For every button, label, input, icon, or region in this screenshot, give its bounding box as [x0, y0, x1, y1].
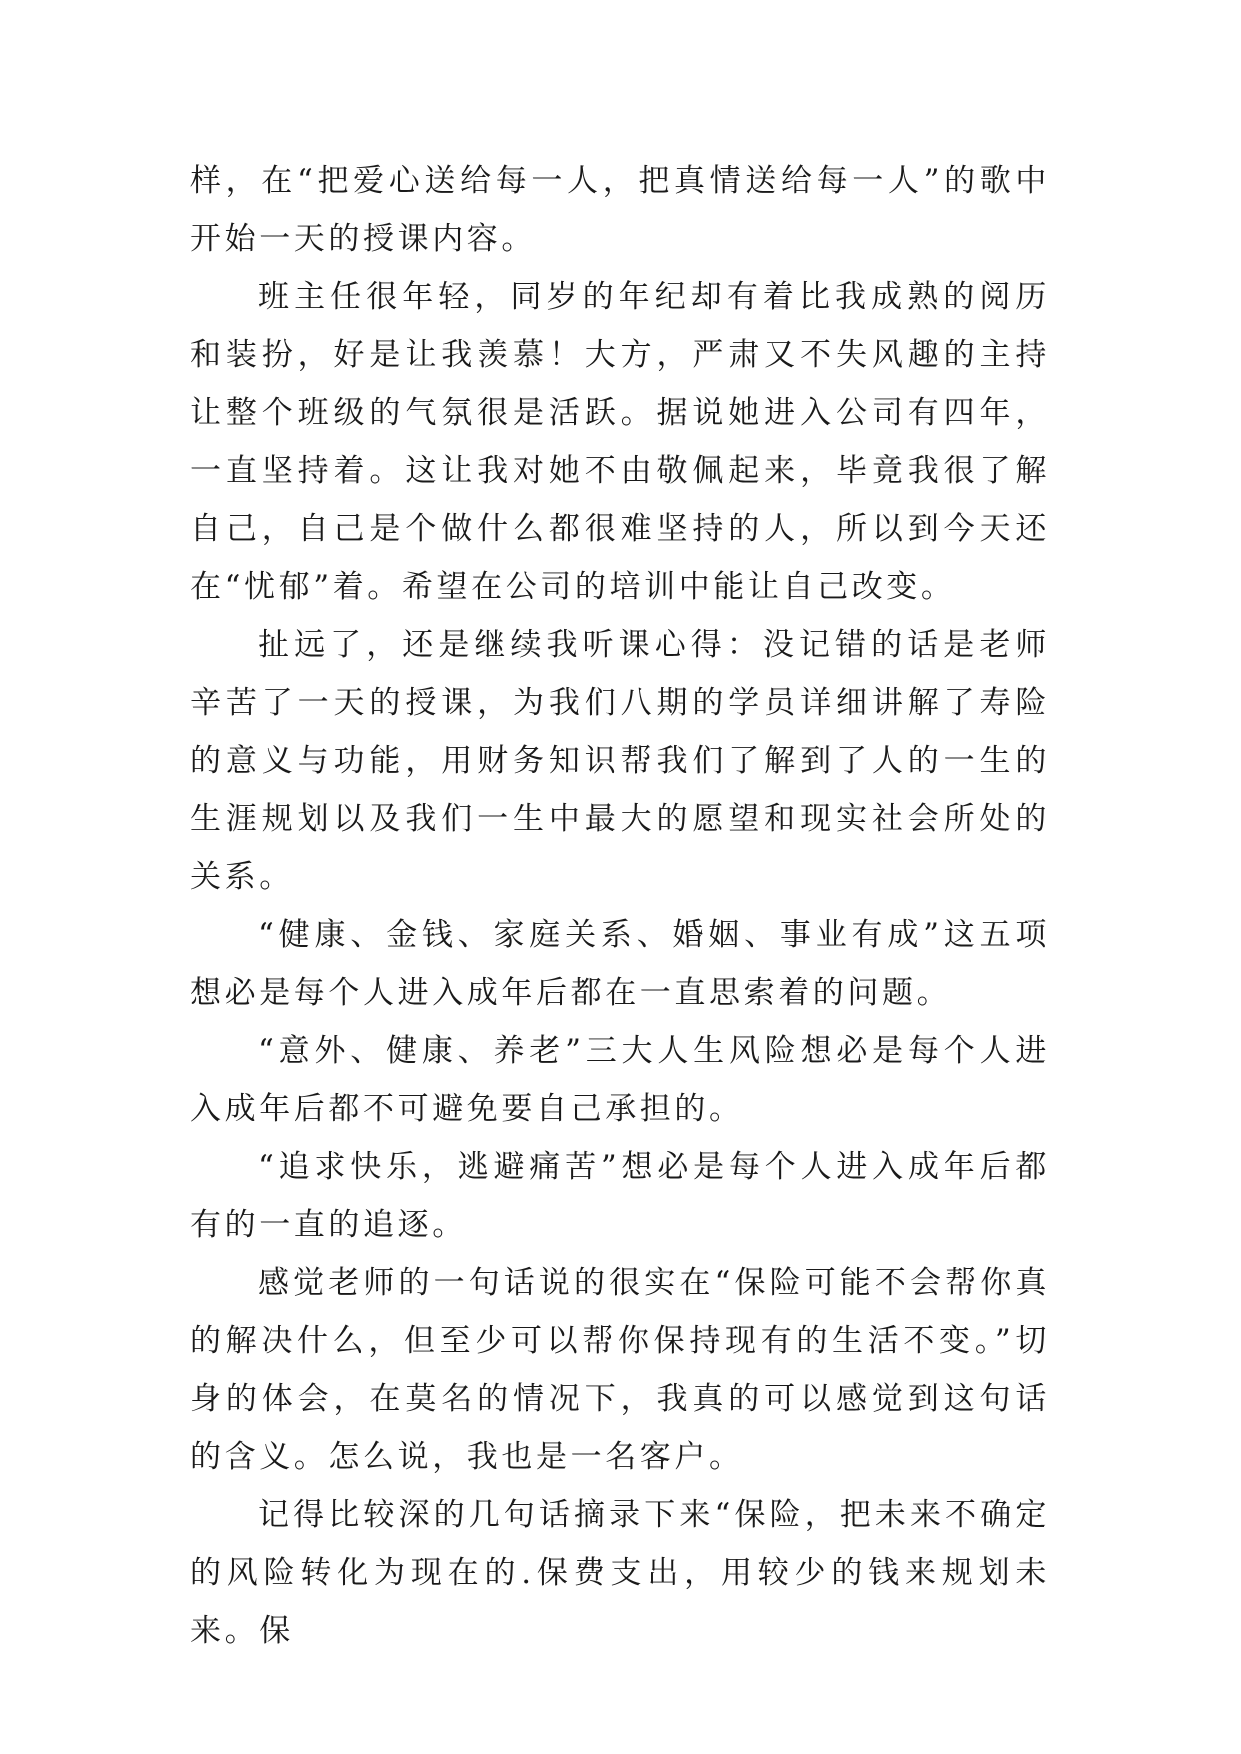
- paragraph-3: 扯远了，还是继续我听课心得：没记错的话是老师辛苦了一天的授课，为我们八期的学员详细讲解了寿险的意义与功能，用财务知识帮我们了解到了人的一生的生涯规划以及我们一生中最大的愿望和现实社会所处的关系。: [190, 627, 1050, 895]
- paragraph-8: 记得比较深的几句话摘录下来“保险，把未来不确定的风险转化为现在的.保费支出，用较少的钱来规划未来。保: [190, 1497, 1050, 1649]
- paragraph-4: “健康、金钱、家庭关系、婚姻、事业有成”这五项想必是每个人进入成年后都在一直思索着的问题。: [190, 917, 1050, 1011]
- paragraph-5: “意外、健康、养老”三大人生风险想必是每个人进入成年后都不可避免要自己承担的。: [190, 1033, 1050, 1127]
- paragraph-6: “追求快乐，逃避痛苦”想必是每个人进入成年后都有的一直的追逐。: [190, 1149, 1050, 1243]
- paragraph-1: 样，在“把爱心送给每一人，把真情送给每一人”的歌中开始一天的授课内容。: [190, 163, 1050, 257]
- paragraph-2: 班主任很年轻，同岁的年纪却有着比我成熟的阅历和装扮，好是让我羡慕！大方，严肃又不失风趣的主持让整个班级的气氛很是活跃。据说她进入公司有四年，一直坚持着。这让我对她不由敬佩起来，毕竟我很了解自己，自己是个做什么都很难坚持的人，所以到今天还在“忧郁”着。希望在公司的培训中能让自己改变。: [190, 279, 1050, 605]
- paragraph-7: 感觉老师的一句话说的很实在“保险可能不会帮你真的解决什么，但至少可以帮你保持现有的生活不变。”切身的体会，在莫名的情况下，我真的可以感觉到这句话的含义。怎么说，我也是一名客户。: [190, 1265, 1050, 1475]
- document-body: [190, 152, 1050, 1660]
